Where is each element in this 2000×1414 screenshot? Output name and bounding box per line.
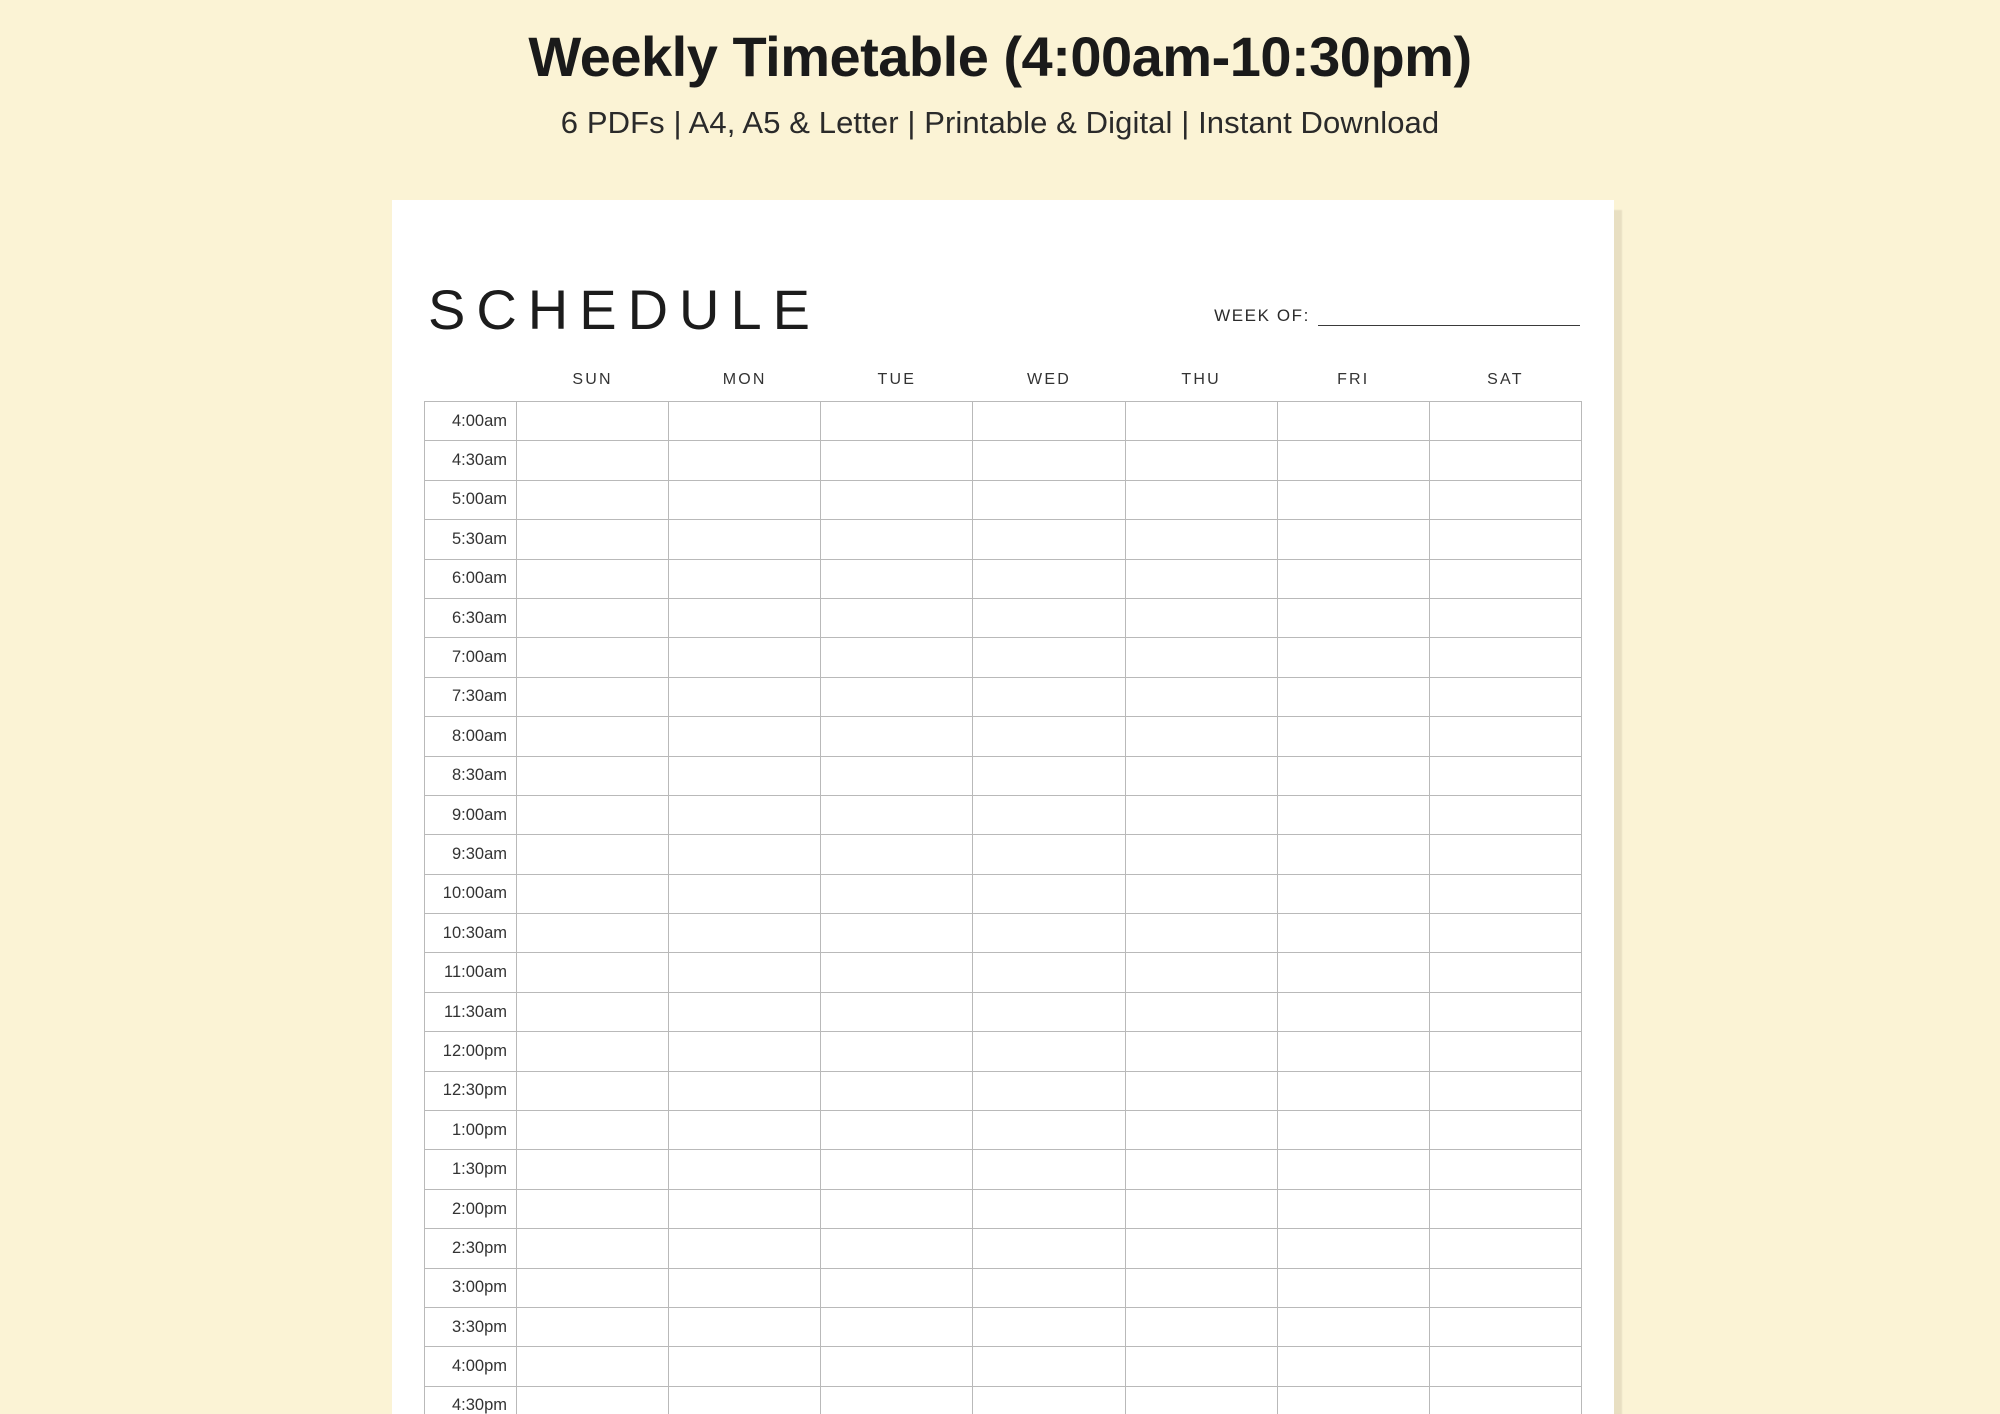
- schedule-cell[interactable]: [1277, 1189, 1429, 1228]
- schedule-cell[interactable]: [821, 1189, 973, 1228]
- schedule-cell[interactable]: [973, 480, 1125, 519]
- schedule-cell[interactable]: [1277, 441, 1429, 480]
- schedule-cell[interactable]: [1429, 1150, 1581, 1189]
- schedule-cell[interactable]: [1429, 1229, 1581, 1268]
- table-row: [425, 1032, 1582, 1071]
- schedule-cell[interactable]: [973, 1032, 1125, 1071]
- time-label: 6:30am: [425, 598, 517, 637]
- schedule-cell[interactable]: [821, 598, 973, 637]
- schedule-cell[interactable]: [821, 953, 973, 992]
- table-row: [425, 874, 1582, 913]
- schedule-cell[interactable]: [1277, 1071, 1429, 1110]
- table-row: [425, 402, 1582, 441]
- table-row: [425, 677, 1582, 716]
- time-label: 1:30pm: [425, 1150, 517, 1189]
- time-label: 12:30pm: [425, 1071, 517, 1110]
- schedule-cell[interactable]: [517, 598, 669, 637]
- schedule-cell[interactable]: [669, 559, 821, 598]
- schedule-cell[interactable]: [669, 520, 821, 559]
- schedule-cell[interactable]: [517, 1347, 669, 1386]
- schedule-cell[interactable]: [1125, 480, 1277, 519]
- schedule-cell[interactable]: [669, 1307, 821, 1346]
- schedule-cell[interactable]: [821, 756, 973, 795]
- schedule-cell[interactable]: [1125, 953, 1277, 992]
- schedule-cell[interactable]: [1429, 795, 1581, 834]
- schedule-cell[interactable]: [1277, 677, 1429, 716]
- schedule-cell[interactable]: [1429, 1189, 1581, 1228]
- schedule-cell[interactable]: [973, 835, 1125, 874]
- schedule-cell[interactable]: [1429, 1347, 1581, 1386]
- time-label: 10:30am: [425, 914, 517, 953]
- table-row: [425, 717, 1582, 756]
- schedule-cell[interactable]: [1429, 480, 1581, 519]
- schedule-cell[interactable]: [973, 520, 1125, 559]
- table-row: [425, 953, 1582, 992]
- schedule-cell[interactable]: [821, 1307, 973, 1346]
- schedule-cell[interactable]: [669, 795, 821, 834]
- schedule-cell[interactable]: [821, 1071, 973, 1110]
- day-header-tue: TUE: [877, 371, 917, 388]
- schedule-cell[interactable]: [1429, 835, 1581, 874]
- schedule-cell[interactable]: [1125, 1268, 1277, 1307]
- schedule-cell[interactable]: [517, 992, 669, 1031]
- schedule-cell[interactable]: [1125, 402, 1277, 441]
- schedule-cell[interactable]: [973, 1111, 1125, 1150]
- time-label: 10:00am: [425, 874, 517, 913]
- time-label: 2:00pm: [425, 1189, 517, 1228]
- schedule-cell[interactable]: [1429, 520, 1581, 559]
- schedule-cell[interactable]: [821, 795, 973, 834]
- schedule-cell[interactable]: [517, 835, 669, 874]
- schedule-cell[interactable]: [517, 520, 669, 559]
- schedule-cell[interactable]: [973, 795, 1125, 834]
- schedule-cell[interactable]: [1429, 638, 1581, 677]
- schedule-cell[interactable]: [973, 559, 1125, 598]
- schedule-cell[interactable]: [821, 914, 973, 953]
- time-label: 4:00am: [425, 402, 517, 441]
- schedule-cell[interactable]: [669, 1032, 821, 1071]
- schedule-cell[interactable]: [821, 480, 973, 519]
- schedule-cell[interactable]: [669, 677, 821, 716]
- schedule-cell[interactable]: [1125, 992, 1277, 1031]
- schedule-cell[interactable]: [821, 441, 973, 480]
- schedule-cell[interactable]: [669, 1386, 821, 1414]
- time-label: 5:30am: [425, 520, 517, 559]
- table-row: [425, 1150, 1582, 1189]
- schedule-cell[interactable]: [517, 914, 669, 953]
- schedule-cell[interactable]: [517, 717, 669, 756]
- schedule-cell[interactable]: [517, 1189, 669, 1228]
- promo-header: [0, 0, 2000, 141]
- schedule-cell[interactable]: [517, 1111, 669, 1150]
- time-label: 9:00am: [425, 795, 517, 834]
- time-column-header: [425, 370, 517, 402]
- schedule-sheet: [392, 200, 1614, 1414]
- time-label: 8:00am: [425, 717, 517, 756]
- day-header-fri: FRI: [1337, 371, 1370, 388]
- schedule-cell[interactable]: [669, 638, 821, 677]
- schedule-cell[interactable]: [973, 756, 1125, 795]
- schedule-cell[interactable]: [1125, 1307, 1277, 1346]
- time-label: 3:30pm: [425, 1307, 517, 1346]
- schedule-cell[interactable]: [1429, 598, 1581, 637]
- schedule-cell[interactable]: [973, 638, 1125, 677]
- day-header-mon: MON: [722, 371, 767, 388]
- table-row: [425, 795, 1582, 834]
- table-row: [425, 914, 1582, 953]
- schedule-cell[interactable]: [517, 677, 669, 716]
- schedule-cell[interactable]: [669, 1189, 821, 1228]
- time-label: 2:30pm: [425, 1229, 517, 1268]
- schedule-cell[interactable]: [1125, 795, 1277, 834]
- schedule-cell[interactable]: [973, 1386, 1125, 1414]
- day-header-thu: THU: [1181, 371, 1221, 388]
- table-row: [425, 1307, 1582, 1346]
- schedule-cell[interactable]: [821, 874, 973, 913]
- table-row: [425, 1111, 1582, 1150]
- schedule-cell[interactable]: [669, 598, 821, 637]
- schedule-cell[interactable]: [517, 1307, 669, 1346]
- schedule-cell[interactable]: [669, 756, 821, 795]
- schedule-cell[interactable]: [1125, 914, 1277, 953]
- page-subtitle: 6 PDFs | A4, A5 & Letter | Printable & Digital | Instant Download: [560, 104, 1440, 140]
- schedule-cell[interactable]: [973, 441, 1125, 480]
- schedule-cell[interactable]: [973, 953, 1125, 992]
- schedule-cell[interactable]: [821, 1032, 973, 1071]
- time-label: 3:00pm: [425, 1268, 517, 1307]
- schedule-cell[interactable]: [1429, 1032, 1581, 1071]
- schedule-sheet-container: [392, 200, 1614, 1414]
- schedule-cell[interactable]: [1277, 1386, 1429, 1414]
- schedule-cell[interactable]: [1277, 559, 1429, 598]
- schedule-cell[interactable]: [1125, 1347, 1277, 1386]
- schedule-cell[interactable]: [517, 795, 669, 834]
- time-label: 1:00pm: [425, 1111, 517, 1150]
- schedule-cell[interactable]: [517, 874, 669, 913]
- schedule-cell[interactable]: [973, 1307, 1125, 1346]
- schedule-cell[interactable]: [1277, 953, 1429, 992]
- schedule-cell[interactable]: [973, 1189, 1125, 1228]
- schedule-cell[interactable]: [1277, 1032, 1429, 1071]
- schedule-cell[interactable]: [669, 1229, 821, 1268]
- schedule-cell[interactable]: [1125, 598, 1277, 637]
- schedule-cell[interactable]: [1277, 402, 1429, 441]
- time-label: 11:00am: [425, 953, 517, 992]
- schedule-cell[interactable]: [1277, 1229, 1429, 1268]
- schedule-cell[interactable]: [1125, 1032, 1277, 1071]
- schedule-cell[interactable]: [1277, 756, 1429, 795]
- schedule-cell[interactable]: [821, 638, 973, 677]
- schedule-cell[interactable]: [517, 1071, 669, 1110]
- schedule-cell[interactable]: [973, 598, 1125, 637]
- schedule-cell[interactable]: [1125, 441, 1277, 480]
- schedule-cell[interactable]: [973, 1150, 1125, 1189]
- schedule-cell[interactable]: [973, 1268, 1125, 1307]
- schedule-cell[interactable]: [517, 1268, 669, 1307]
- time-label: 4:00pm: [425, 1347, 517, 1386]
- schedule-cell[interactable]: [821, 520, 973, 559]
- schedule-cell[interactable]: [669, 1111, 821, 1150]
- page-title: Weekly Timetable (4:00am-10:30pm): [528, 25, 1472, 88]
- schedule-cell[interactable]: [517, 756, 669, 795]
- schedule-heading: SCHEDULE: [428, 278, 821, 341]
- schedule-cell[interactable]: [1125, 638, 1277, 677]
- schedule-cell[interactable]: [821, 992, 973, 1031]
- schedule-cell[interactable]: [1277, 717, 1429, 756]
- table-row: [425, 559, 1582, 598]
- schedule-cell[interactable]: [821, 1229, 973, 1268]
- schedule-cell[interactable]: [1277, 1268, 1429, 1307]
- schedule-cell[interactable]: [1125, 1150, 1277, 1189]
- time-label: 8:30am: [425, 756, 517, 795]
- schedule-cell[interactable]: [1429, 953, 1581, 992]
- schedule-cell[interactable]: [1429, 441, 1581, 480]
- schedule-cell[interactable]: [517, 441, 669, 480]
- schedule-cell[interactable]: [669, 480, 821, 519]
- schedule-cell[interactable]: [821, 559, 973, 598]
- schedule-cell[interactable]: [1125, 1071, 1277, 1110]
- schedule-cell[interactable]: [973, 402, 1125, 441]
- schedule-cell[interactable]: [973, 1071, 1125, 1110]
- schedule-cell[interactable]: [1277, 1111, 1429, 1150]
- schedule-cell[interactable]: [1277, 520, 1429, 559]
- schedule-cell[interactable]: [821, 717, 973, 756]
- schedule-cell[interactable]: [1125, 677, 1277, 716]
- schedule-cell[interactable]: [1125, 1386, 1277, 1414]
- schedule-cell[interactable]: [1429, 1111, 1581, 1150]
- schedule-cell[interactable]: [973, 717, 1125, 756]
- table-row: [425, 480, 1582, 519]
- week-of-label: WEEK OF:: [1214, 306, 1310, 325]
- week-of-field: [1214, 306, 1580, 342]
- time-label: 9:30am: [425, 835, 517, 874]
- schedule-cell[interactable]: [821, 1150, 973, 1189]
- day-header-sun: SUN: [572, 371, 613, 388]
- schedule-cell[interactable]: [973, 677, 1125, 716]
- schedule-cell[interactable]: [1277, 1150, 1429, 1189]
- schedule-cell[interactable]: [973, 874, 1125, 913]
- table-row: [425, 756, 1582, 795]
- table-row: [425, 1347, 1582, 1386]
- schedule-cell[interactable]: [973, 1347, 1125, 1386]
- schedule-cell[interactable]: [669, 1347, 821, 1386]
- schedule-cell[interactable]: [1125, 717, 1277, 756]
- schedule-cell[interactable]: [1125, 1189, 1277, 1228]
- schedule-cell[interactable]: [821, 835, 973, 874]
- schedule-cell[interactable]: [517, 559, 669, 598]
- schedule-cell[interactable]: [669, 1268, 821, 1307]
- schedule-cell[interactable]: [1429, 1071, 1581, 1110]
- table-header-row: [425, 370, 1582, 402]
- table-row: [425, 1189, 1582, 1228]
- schedule-cell[interactable]: [1277, 795, 1429, 834]
- schedule-cell[interactable]: [821, 1268, 973, 1307]
- schedule-cell[interactable]: [1277, 914, 1429, 953]
- schedule-cell[interactable]: [973, 914, 1125, 953]
- schedule-cell[interactable]: [1429, 677, 1581, 716]
- schedule-cell[interactable]: [517, 953, 669, 992]
- schedule-cell[interactable]: [1277, 480, 1429, 519]
- schedule-cell[interactable]: [1429, 756, 1581, 795]
- time-label: 4:30am: [425, 441, 517, 480]
- schedule-cell[interactable]: [669, 402, 821, 441]
- day-header-sat: SAT: [1487, 371, 1524, 388]
- schedule-cell[interactable]: [1125, 559, 1277, 598]
- table-row: [425, 1229, 1582, 1268]
- day-header-wed: WED: [1027, 371, 1071, 388]
- schedule-cell[interactable]: [1429, 402, 1581, 441]
- schedule-cell[interactable]: [517, 480, 669, 519]
- schedule-cell[interactable]: [821, 677, 973, 716]
- schedule-cell[interactable]: [1277, 1307, 1429, 1346]
- schedule-cell[interactable]: [1429, 1268, 1581, 1307]
- table-row: [425, 598, 1582, 637]
- table-row: [425, 441, 1582, 480]
- table-row: [425, 1268, 1582, 1307]
- schedule-cell[interactable]: [973, 992, 1125, 1031]
- schedule-cell[interactable]: [669, 441, 821, 480]
- time-label: 5:00am: [425, 480, 517, 519]
- schedule-cell[interactable]: [1429, 559, 1581, 598]
- time-label: 11:30am: [425, 992, 517, 1031]
- time-label: 7:30am: [425, 677, 517, 716]
- schedule-cell[interactable]: [1429, 914, 1581, 953]
- schedule-cell[interactable]: [1125, 1111, 1277, 1150]
- schedule-cell[interactable]: [821, 1347, 973, 1386]
- schedule-cell[interactable]: [517, 1150, 669, 1189]
- schedule-cell[interactable]: [669, 835, 821, 874]
- table-row: [425, 638, 1582, 677]
- schedule-cell[interactable]: [669, 953, 821, 992]
- schedule-cell[interactable]: [1125, 835, 1277, 874]
- schedule-cell[interactable]: [1125, 874, 1277, 913]
- schedule-cell[interactable]: [1429, 1307, 1581, 1346]
- schedule-cell[interactable]: [973, 1229, 1125, 1268]
- timetable-grid: [424, 370, 1582, 1414]
- table-row: [425, 520, 1582, 559]
- schedule-cell[interactable]: [669, 1150, 821, 1189]
- schedule-cell[interactable]: [1125, 756, 1277, 795]
- sheet-header: [424, 238, 1582, 342]
- schedule-cell[interactable]: [669, 1071, 821, 1110]
- schedule-cell[interactable]: [1429, 992, 1581, 1031]
- schedule-cell[interactable]: [1277, 1347, 1429, 1386]
- schedule-cell[interactable]: [821, 1386, 973, 1414]
- timetable-body: [425, 402, 1582, 1414]
- schedule-cell[interactable]: [1277, 598, 1429, 637]
- schedule-cell[interactable]: [1429, 874, 1581, 913]
- schedule-cell[interactable]: [517, 1229, 669, 1268]
- time-label: 6:00am: [425, 559, 517, 598]
- time-label: 4:30pm: [425, 1386, 517, 1414]
- schedule-cell[interactable]: [1277, 835, 1429, 874]
- schedule-cell[interactable]: [1429, 1386, 1581, 1414]
- schedule-cell[interactable]: [669, 874, 821, 913]
- schedule-cell[interactable]: [669, 914, 821, 953]
- time-label: 12:00pm: [425, 1032, 517, 1071]
- schedule-cell[interactable]: [1125, 1229, 1277, 1268]
- schedule-cell[interactable]: [517, 1032, 669, 1071]
- schedule-cell[interactable]: [821, 1111, 973, 1150]
- table-row: [425, 835, 1582, 874]
- schedule-cell[interactable]: [669, 992, 821, 1031]
- schedule-cell[interactable]: [517, 1386, 669, 1414]
- table-row: [425, 1386, 1582, 1414]
- schedule-cell[interactable]: [517, 638, 669, 677]
- schedule-cell[interactable]: [821, 402, 973, 441]
- schedule-cell[interactable]: [1277, 874, 1429, 913]
- table-row: [425, 992, 1582, 1031]
- schedule-cell[interactable]: [1125, 520, 1277, 559]
- schedule-cell[interactable]: [1277, 992, 1429, 1031]
- time-label: 7:00am: [425, 638, 517, 677]
- schedule-cell[interactable]: [669, 717, 821, 756]
- schedule-cell[interactable]: [1277, 638, 1429, 677]
- schedule-cell[interactable]: [1429, 717, 1581, 756]
- schedule-cell[interactable]: [517, 402, 669, 441]
- week-of-input-line[interactable]: [1318, 309, 1580, 326]
- table-row: [425, 1071, 1582, 1110]
